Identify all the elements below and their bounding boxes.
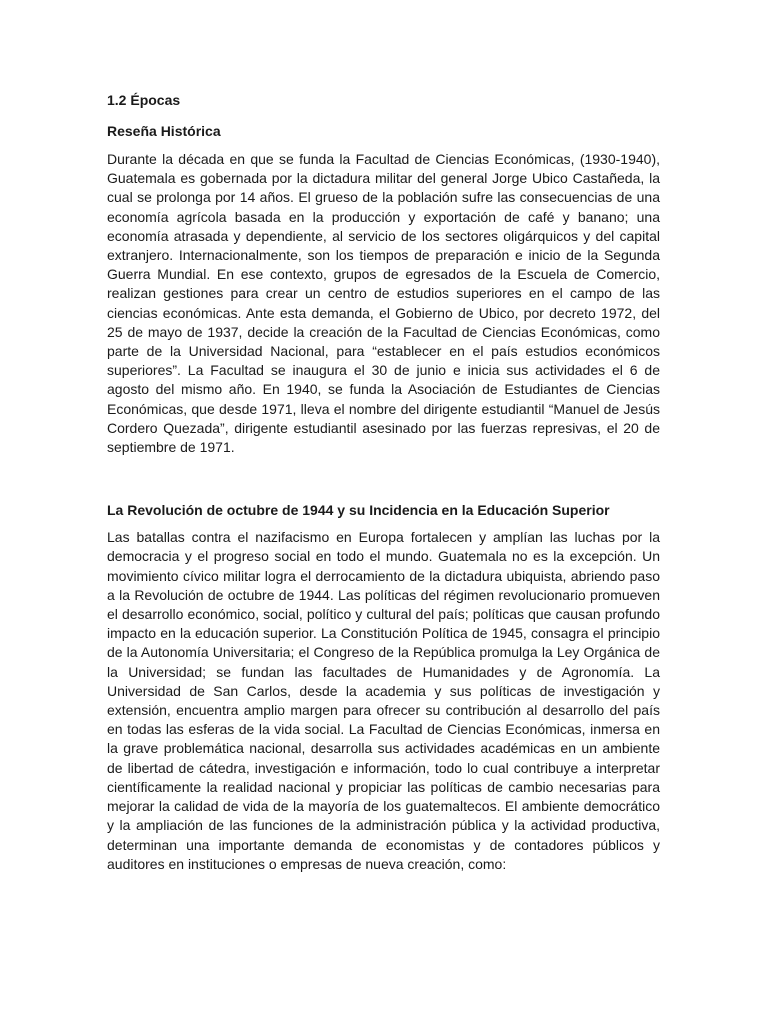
section-number: 1.2 Épocas: [107, 92, 181, 108]
section-title-revolucion: La Revolución de octubre de 1944 y su Incidencia en la Educación Superior: [107, 502, 610, 519]
paragraph-revolucion: Las batallas contra el nazifacismo en Europa fortalecen y amplían las luchas por la democracia y el progreso social en todo el mundo. Guatemala no es la excepción. Un movimiento cívico militar logra el derrocamiento de la dictadura ubiquista, abriendo paso a la Revolución de octubre de 1944. Las políticas del régimen revolucionario promueven el desarrollo económico, social, político y cultural del país; políticas que causan profundo impacto en la educación superior. La Constitución Política de 1945, consagra el principio de la Autonomía Universitaria; el Congreso de la República promulga la Ley Orgánica de la Universidad; se fundan las facultades de Humanidades y de Agronomía. La Universidad de San Carlos, desde la academia y sus políticas de investigación y extensión, encuentra amplio margen para ofrecer su contribución al desarrollo del país en todas las esferas de la vida social. La Facultad de Ciencias Económicas, inmersa en la grave problemática nacional, desarrolla sus actividades académicas en un ambiente de libertad de cátedra, investigación e información, todo lo cual contribuye a interpretar científicamente la realidad nacional y propiciar las políticas de cambio necesarias para mejorar la calidad de vida de la mayoría de los guatemaltecos. El ambiente democrático y la ampliación de las funciones de la administración pública y la actividad productiva, determinan una importante demanda de economistas y de contadores públicos y auditores en instituciones o empresas de nueva creación, como:: [107, 529, 660, 872]
section-spacer: [107, 457, 660, 500]
section-title-resena: Reseña Histórica: [107, 123, 221, 139]
paragraph-resena: Durante la década en que se funda la Facultad de Ciencias Económicas, (1930-1940), Guatemala es gobernada por la dictadura militar del general Jorge Ubico Castañeda, la cual se prolonga por 14 años. El grueso de la población sufre las consecuencias de una economía agrícola basada en la producción y exportación de café y banano; una economía atrasada y dependiente, al servicio de los sectores oligárquicos y del capital extranjero. Internacionalmente, son los tiempos de preparación e inicio de la Segunda Guerra Mundial. En ese contexto, grupos de egresados de la Escuela de Comercio, realizan gestiones para crear un centro de estudios superiores en el campo de las ciencias económicas. Ante esta demanda, el Gobierno de Ubico, por decreto 1972, del 25 de mayo de 1937, decide la creación de la Facultad de Ciencias Económicas, como parte de la Universidad Nacional, para “establecer en el país estudios económicos superiores”. La Facultad se inaugura el 30 de junio e inicia sus actividades el 6 de agosto del mismo año. En 1940, se funda la Asociación de Estudiantes de Ciencias Económicas, que desde 1971, lleva el nombre del dirigente estudiantil “Manuel de Jesús Cordero Quezada”, dirigente estudiantil asesinado por las fuerzas represivas, el 20 de septiembre de 1971.: [107, 151, 660, 456]
document-page: [107, 90, 660, 874]
